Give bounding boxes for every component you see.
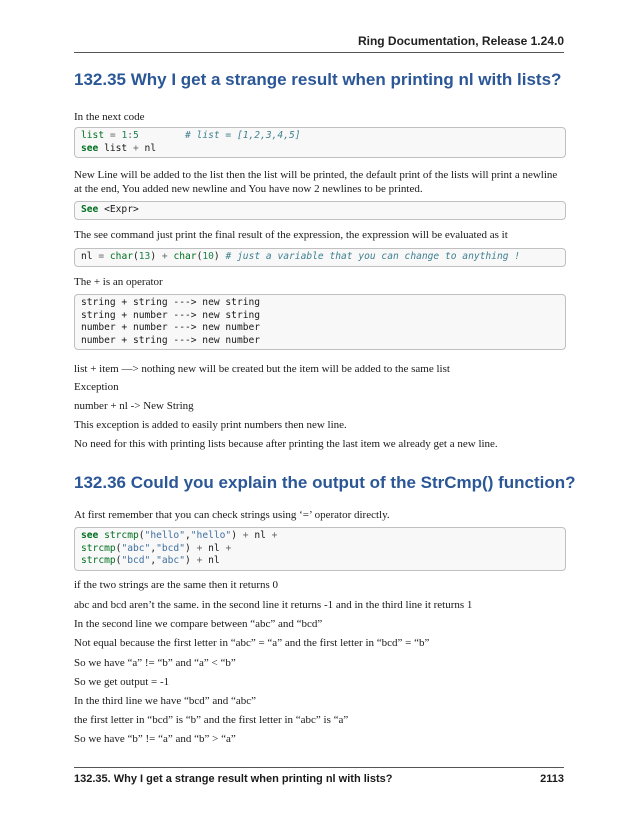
paragraph: So we get output = -1 [74, 676, 170, 688]
running-footer-title: 132.35. Why I get a strange result when printing nl with lists? [74, 773, 393, 785]
code-line: see list + nl [81, 142, 157, 154]
paragraph: No need for this with printing lists because after printing the last item we already get a new line. [74, 438, 498, 450]
paragraph: the first letter in “bcd” is “b” and the first letter in “abc” is “a” [74, 714, 349, 726]
code-line: strcmp("abc","bcd") + nl + [81, 542, 232, 554]
code-block-strcmp [74, 527, 566, 571]
paragraph: list + item —> nothing new will be created but the item will be added to the same list [74, 363, 450, 375]
paragraph: if the two strings are the same then it returns 0 [74, 579, 279, 591]
code-line: string + string ---> new string [81, 297, 261, 308]
paragraph: The + is an operator [74, 276, 163, 288]
paragraph: In the second line we compare between “abc” and “bcd” [74, 618, 323, 630]
code-line: string + number ---> new string [81, 309, 261, 321]
paragraph: The see command just print the final result of the expression, the expression will be evaluated as it [74, 229, 508, 241]
section-heading-132-36: 132.36 Could you explain the output of the StrCmp() function? [74, 473, 576, 492]
paragraph: At first remember that you can check strings using ‘=’ operator directly. [74, 509, 390, 521]
code-block-see-expr: See <Expr> [74, 201, 566, 220]
paragraph: Not equal because the first letter in “abc” = “a” and the first letter in “bcd” = “b” [74, 637, 430, 649]
paragraph: In the next code [74, 111, 145, 123]
code-line: number + number ---> new number [81, 322, 261, 333]
paragraph: Exception [74, 381, 119, 393]
paragraph: New Line will be added to the list then the list will be printed, the default print of the lists will print a newline at the end, You added new newline and You have now 2 newlines to be printed. [74, 169, 558, 195]
paragraph: In the third line we have “bcd” and “abc” [74, 695, 257, 707]
code-block-list [74, 127, 566, 158]
code-block-nl-assignment: nl = char(13) + char(10) # just a variable that you can change to anything ! [74, 248, 566, 267]
page-number: 2113 [540, 773, 564, 785]
running-header: Ring Documentation, Release 1.24.0 [357, 34, 564, 48]
paragraph: So we have “b” != “a” and “b” > “a” [74, 733, 236, 745]
paragraph: abc and bcd aren’t the same. in the second line it returns -1 and in the third line it returns 1 [74, 599, 473, 611]
paragraph: This exception is added to easily print numbers then new line. [74, 419, 347, 431]
code-line: see strcmp("hello","hello") + nl + [81, 530, 278, 541]
paragraph: number + nl -> New String [74, 400, 194, 412]
paragraph: So we have “a” != “b” and “a” < “b” [74, 657, 236, 669]
code-line: strcmp("bcd","abc") + nl [81, 555, 220, 566]
header-rule [74, 52, 564, 53]
code-block-operators [74, 294, 566, 350]
footer-rule [74, 767, 564, 768]
code-line: list = 1:5 # list = [1,2,3,4,5] [81, 130, 301, 141]
section-heading-132-35: 132.35 Why I get a strange result when printing nl with lists? [74, 70, 562, 89]
code-line: number + string ---> new number [81, 334, 261, 346]
